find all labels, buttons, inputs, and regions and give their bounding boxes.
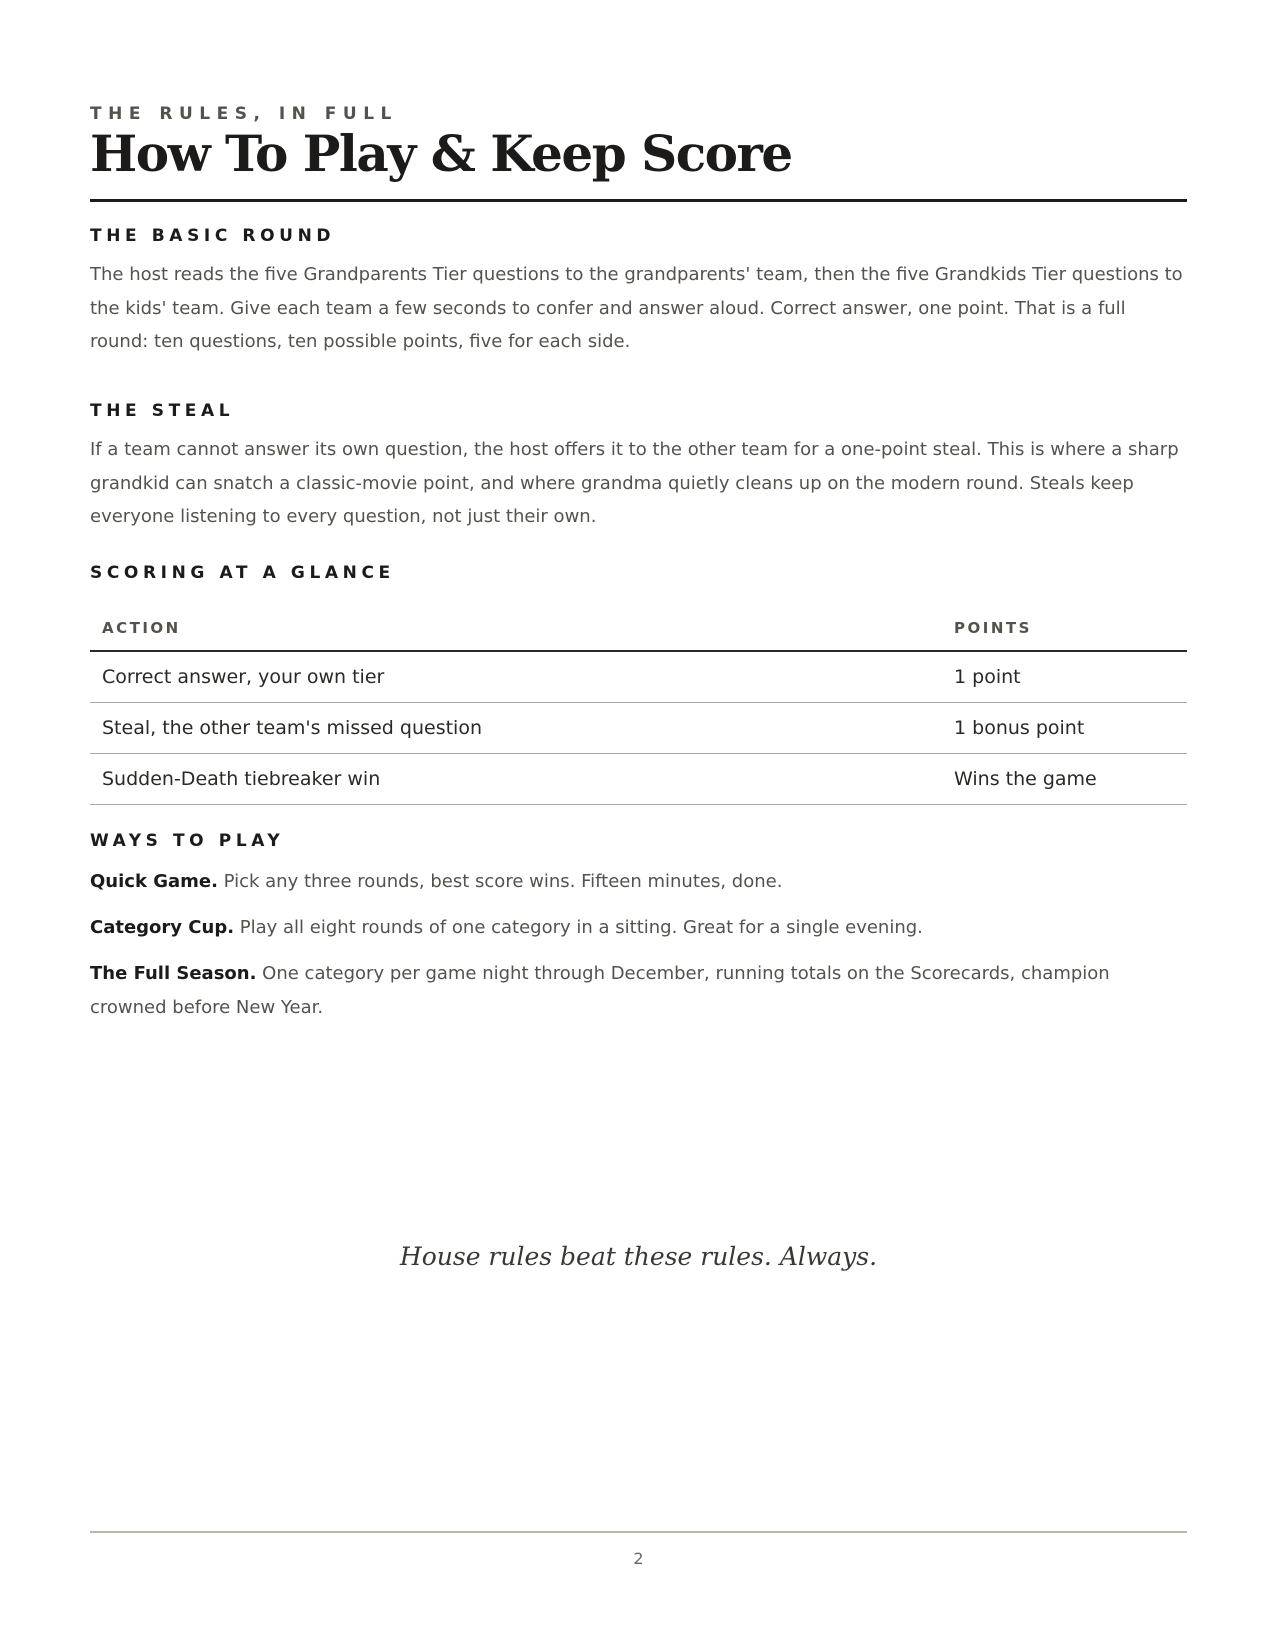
points-cell: Wins the game <box>942 754 1187 805</box>
action-cell: Steal, the other team's missed question <box>90 703 942 754</box>
play-mode-category-cup <box>90 911 1187 945</box>
title-divider <box>90 199 1187 202</box>
section-eyebrow: THE RULES, IN FULL <box>90 104 398 124</box>
basic-round-heading: THE BASIC ROUND <box>90 226 336 246</box>
table-row <box>90 651 1187 703</box>
play-mode-description: Pick any three rounds, best score wins. Fifteen minutes, done. <box>217 871 783 892</box>
steal-heading: THE STEAL <box>90 401 235 421</box>
ways-to-play-heading: WAYS TO PLAY <box>90 831 285 851</box>
play-mode-name: Category Cup. <box>90 917 235 938</box>
play-mode-description: Play all eight rounds of one category in a sitting. Great for a single evening. <box>234 917 923 938</box>
action-cell: Correct answer, your own tier <box>90 651 942 703</box>
footer-divider <box>90 1531 1187 1533</box>
table-row <box>90 703 1187 754</box>
points-cell: 1 bonus point <box>942 703 1187 754</box>
steal-body: If a team cannot answer its own question, the host offers it to the other team for a one-point steal. This is where a sharp grandkid can snatch a classic-movie point, and where grandma quietly cleans up on the modern round. Steals keep everyone listening to every question, not just their own. <box>90 439 1179 527</box>
play-mode-description: One category per game night through December, running totals on the Scorecards, champion crowned before New Year. <box>90 963 1110 1018</box>
play-mode-full-season <box>90 957 1187 1024</box>
scoring-table <box>90 605 1187 805</box>
table-header-row <box>90 605 1187 651</box>
play-mode-name: Quick Game. <box>90 871 218 892</box>
points-cell: 1 point <box>942 651 1187 703</box>
table-row <box>90 754 1187 805</box>
action-cell: Sudden-Death tiebreaker win <box>90 754 942 805</box>
house-rules-note: House rules beat these rules. Always. <box>399 1242 878 1271</box>
page-title: How To Play & Keep Score <box>90 124 792 183</box>
document-page <box>90 0 1187 1650</box>
page-number: 2 <box>633 1549 644 1568</box>
column-header-action: ACTION <box>90 605 942 651</box>
scoring-heading: SCORING AT A GLANCE <box>90 563 395 583</box>
basic-round-body: The host reads the five Grandparents Tier questions to the grandparents' team, then the five Grandkids Tier questions to the kids' team. Give each team a few seconds to confer and answer aloud. Correct answer, one point. That is a full round: ten questions, ten possible points, five for each side. <box>90 264 1183 352</box>
column-header-points: POINTS <box>942 605 1187 651</box>
play-mode-quick-game <box>90 865 1187 899</box>
play-mode-name: The Full Season. <box>90 963 257 984</box>
